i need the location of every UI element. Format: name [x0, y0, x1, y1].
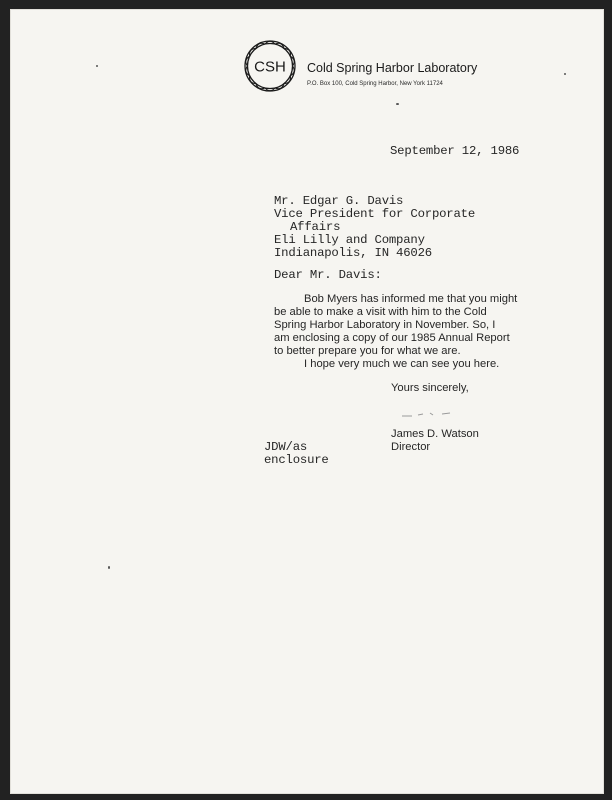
recipient-name: Mr. Edgar G. Davis — [274, 194, 404, 208]
letter-date: September 12, 1986 — [390, 144, 520, 158]
signer-name: James D. Watson — [391, 428, 479, 440]
reference-initials: JDW/as — [264, 440, 308, 454]
paragraph1-line5: to better prepare you for what we are. — [274, 345, 461, 357]
recipient-title-line2: Affairs — [290, 220, 341, 234]
recipient-company: Eli Lilly and Company — [274, 233, 425, 247]
paper-speck — [96, 65, 98, 67]
csh-logo — [242, 38, 298, 94]
recipient-title-line1: Vice President for Corporate — [274, 207, 476, 221]
paragraph1-line3: Spring Harbor Laboratory in November. So, I — [274, 319, 496, 331]
signature-mark — [398, 407, 468, 419]
paragraph1-line4: am enclosing a copy of our 1985 Annual Report — [274, 332, 510, 344]
signer-title: Director — [391, 441, 431, 453]
organization-address: P.O. Box 100, Cold Spring Harbor, New York 11724 — [307, 81, 443, 87]
paper-speck — [396, 103, 399, 105]
salutation: Dear Mr. Davis: — [274, 268, 382, 282]
logo-text: CSH — [254, 58, 286, 76]
organization-name: Cold Spring Harbor Laboratory — [307, 61, 478, 75]
enclosure-notation: enclosure — [264, 453, 329, 467]
paragraph2: I hope very much we can see you here. — [304, 358, 500, 370]
paper-speck — [108, 566, 110, 569]
closing: Yours sincerely, — [391, 382, 469, 394]
paragraph1-line2: be able to make a visit with him to the Cold — [274, 306, 487, 318]
recipient-city: Indianapolis, IN 46026 — [274, 246, 432, 260]
letter-page — [10, 9, 604, 794]
paragraph1-line1: Bob Myers has informed me that you might — [304, 293, 518, 305]
paper-speck — [564, 73, 566, 75]
